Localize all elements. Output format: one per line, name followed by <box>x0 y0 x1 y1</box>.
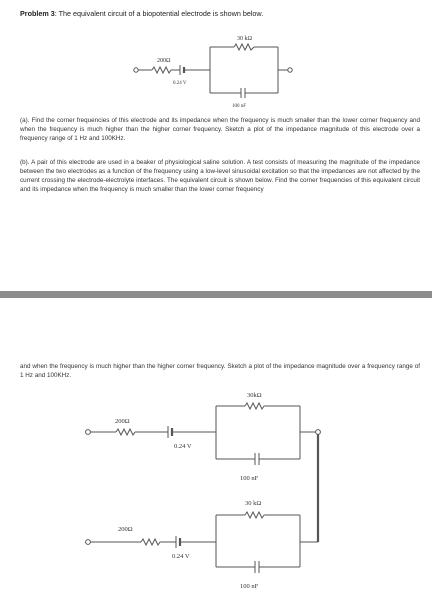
circuit-diagram-1 <box>0 0 432 116</box>
series-resistor-bottom-label: 200Ω <box>118 526 133 533</box>
parallel-resistor-bottom-label: 30 kΩ <box>245 500 262 507</box>
part-b-continued-text: and when the frequency is much higher than the higher corner frequency. Sketch a plot of the impedance magnitude over a frequency range of 1 Hz and 100KHz. <box>20 363 420 380</box>
part-b-text: (b). A pair of this electrode are used in a beaker of physiological saline solution. A test consists of measuring the magnitude of the impedance between the two electrodes as a function of the frequency using a low-level sinusoidal excitation so that the impedances are not affected by the current crossing the electrode-electrolyte interfaces. The equivalent circuit is shown below. Find the corner frequencies of this equivalent circuit and its impedance when the frequency is much smaller than the lower corner frequency <box>20 159 420 194</box>
parallel-resistor-label: 30 kΩ <box>237 36 252 42</box>
battery-voltage-label: 0.24 V <box>173 81 187 86</box>
parallel-resistor-top-label: 30kΩ <box>247 392 262 399</box>
terminal-right <box>288 68 292 72</box>
series-resistor-label: 200Ω <box>157 58 171 64</box>
series-resistor-top-label: 200Ω <box>115 418 130 425</box>
page-top <box>0 0 432 286</box>
circuit-diagram-2 <box>0 304 432 607</box>
problem-label: Problem 3 <box>20 9 55 18</box>
terminal-bottom <box>86 540 91 545</box>
parallel-resistor-top <box>245 403 264 409</box>
series-resistor-bottom <box>141 539 160 545</box>
capacitor-bottom-label: 100 nF <box>240 583 259 590</box>
page-separator <box>0 291 432 298</box>
terminal-left <box>134 68 138 72</box>
series-resistor <box>152 67 171 73</box>
terminal-top <box>86 430 91 435</box>
node-top-right <box>316 430 321 435</box>
parallel-resistor <box>234 44 254 50</box>
battery-bottom-label: 0.24 V <box>172 553 190 560</box>
series-resistor-top <box>116 429 135 435</box>
part-a-text: (a). Find the corner frequencies of this electrode and its impedance when the frequency is much smaller than the lower corner frequency and when the frequency is much higher than the higher corner frequency. Sketch a plot of the impedance magnitude of this electrode over a frequency range of 1 Hz and 100KHz. <box>20 117 420 143</box>
capacitor-label: 100 nF <box>232 104 247 109</box>
problem-intro: : The equivalent circuit of a biopotential electrode is shown below. <box>54 9 264 18</box>
capacitor-top-label: 100 nF <box>240 475 259 482</box>
parallel-resistor-bottom <box>245 512 264 518</box>
page-bottom <box>0 304 432 607</box>
battery-top-label: 0.24 V <box>174 443 192 450</box>
